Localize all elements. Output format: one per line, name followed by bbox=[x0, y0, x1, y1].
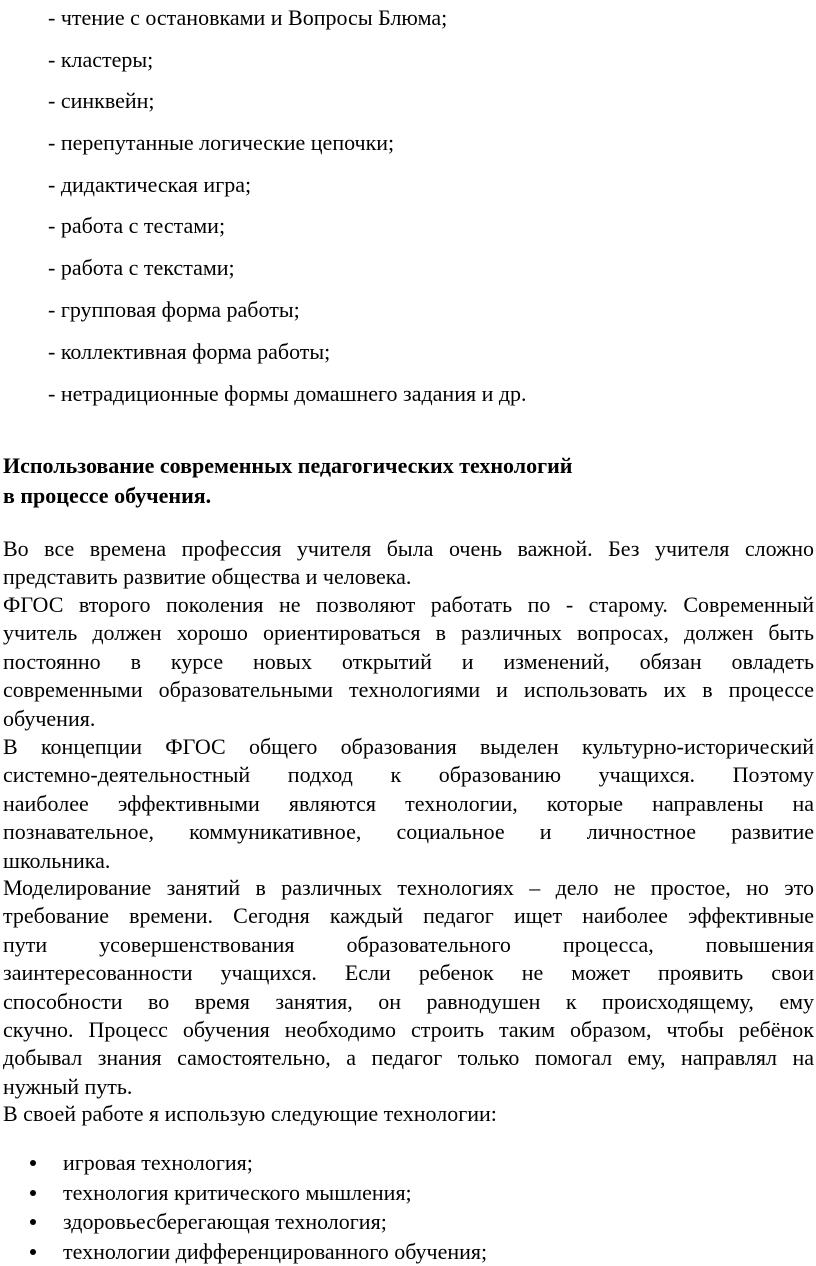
dash-list-item: - групповая форма работы; bbox=[48, 297, 300, 322]
section-heading-line: в процессе обучения. bbox=[3, 483, 212, 508]
bullet-icon bbox=[30, 1190, 36, 1196]
dash-list-item: - дидактическая игра; bbox=[48, 172, 252, 197]
bullet-icon bbox=[30, 1160, 36, 1166]
paragraph-line: школьника. bbox=[3, 847, 111, 873]
dash-list-item: - кластеры; bbox=[48, 47, 154, 72]
dash-list-item: - работа с текстами; bbox=[48, 255, 235, 280]
bullet-text: технология критического мышления; bbox=[63, 1179, 412, 1205]
paragraph-line: требование времени. Сегодня каждый педагог ищет наиболее эффективные bbox=[3, 903, 814, 929]
bullet-icon bbox=[30, 1249, 36, 1255]
paragraph bbox=[3, 1100, 814, 1128]
section-heading-line: Использование современных педагогических технологий bbox=[3, 453, 573, 478]
paragraph bbox=[3, 874, 814, 1101]
dash-list-item: - работа с тестами; bbox=[48, 213, 226, 238]
paragraph-line: добывал знания самостоятельно, а педагог только помогал ему, направлял на bbox=[3, 1045, 814, 1071]
paragraph-line: способности во время занятия, он равнодушен к происходящему, ему bbox=[3, 988, 814, 1014]
bullet-icon bbox=[30, 1219, 36, 1225]
paragraph-line: В концепции ФГОС общего образования выделен культурно-исторический bbox=[3, 734, 814, 759]
paragraph-line: Моделирование занятий в различных технологиях – дело не простое, но это bbox=[3, 875, 814, 900]
paragraph-line: современными образовательными технологиями и использовать их в процессе bbox=[3, 677, 814, 703]
dash-list-item: - синквейн; bbox=[48, 88, 155, 113]
dash-list-item: - нетрадиционные формы домашнего задания и др. bbox=[48, 381, 527, 406]
paragraph-line: Во все времена профессия учителя была очень важной. Без учителя сложно bbox=[3, 536, 814, 561]
paragraph-line: системно-деятельностный подход к образованию учащихся. Поэтому bbox=[3, 762, 814, 788]
dash-list-item: - коллективная форма работы; bbox=[48, 339, 331, 364]
paragraph-line: пути усовершенствования образовательного процесса, повышения bbox=[3, 931, 814, 957]
paragraph-line: нужный путь. bbox=[3, 1073, 133, 1099]
paragraph-line: постоянно в курсе новых открытий и изменений, обязан овладеть bbox=[3, 648, 814, 674]
paragraph-line: ФГОС второго поколения не позволяют работать по - старому. Современный bbox=[3, 592, 814, 617]
bullet-text: здоровьесберегающая технология; bbox=[63, 1209, 387, 1235]
dash-list-item: - перепутанные логические цепочки; bbox=[48, 130, 395, 155]
paragraph bbox=[3, 535, 814, 592]
bullet-text: игровая технология; bbox=[63, 1150, 253, 1175]
paragraph-line: заинтересованности учащихся. Если ребенок не может проявить свои bbox=[3, 960, 814, 986]
paragraph-line: представить развитие общества и человека. bbox=[3, 564, 412, 590]
section-heading bbox=[3, 451, 572, 511]
paragraph-line: наиболее эффективными являются технологии, которые направлены на bbox=[3, 790, 814, 816]
paragraph-line: скучно. Процесс обучения необходимо строить таким образом, чтобы ребёнок bbox=[3, 1017, 814, 1043]
paragraph-line: В своей работе я использую следующие технологии: bbox=[3, 1101, 497, 1126]
paragraph-line: учитель должен хорошо ориентироваться в различных вопросах, должен быть bbox=[3, 620, 814, 646]
paragraph-line: обучения. bbox=[3, 705, 96, 731]
paragraph bbox=[3, 733, 814, 875]
paragraph bbox=[3, 591, 814, 733]
paragraph-line: познавательное, коммуникативное, социальное и личностное развитие bbox=[3, 819, 814, 845]
bullet-text: технологии дифференцированного обучения; bbox=[63, 1238, 488, 1264]
dash-list-item: - чтение с остановками и Вопросы Блюма; bbox=[48, 5, 448, 30]
